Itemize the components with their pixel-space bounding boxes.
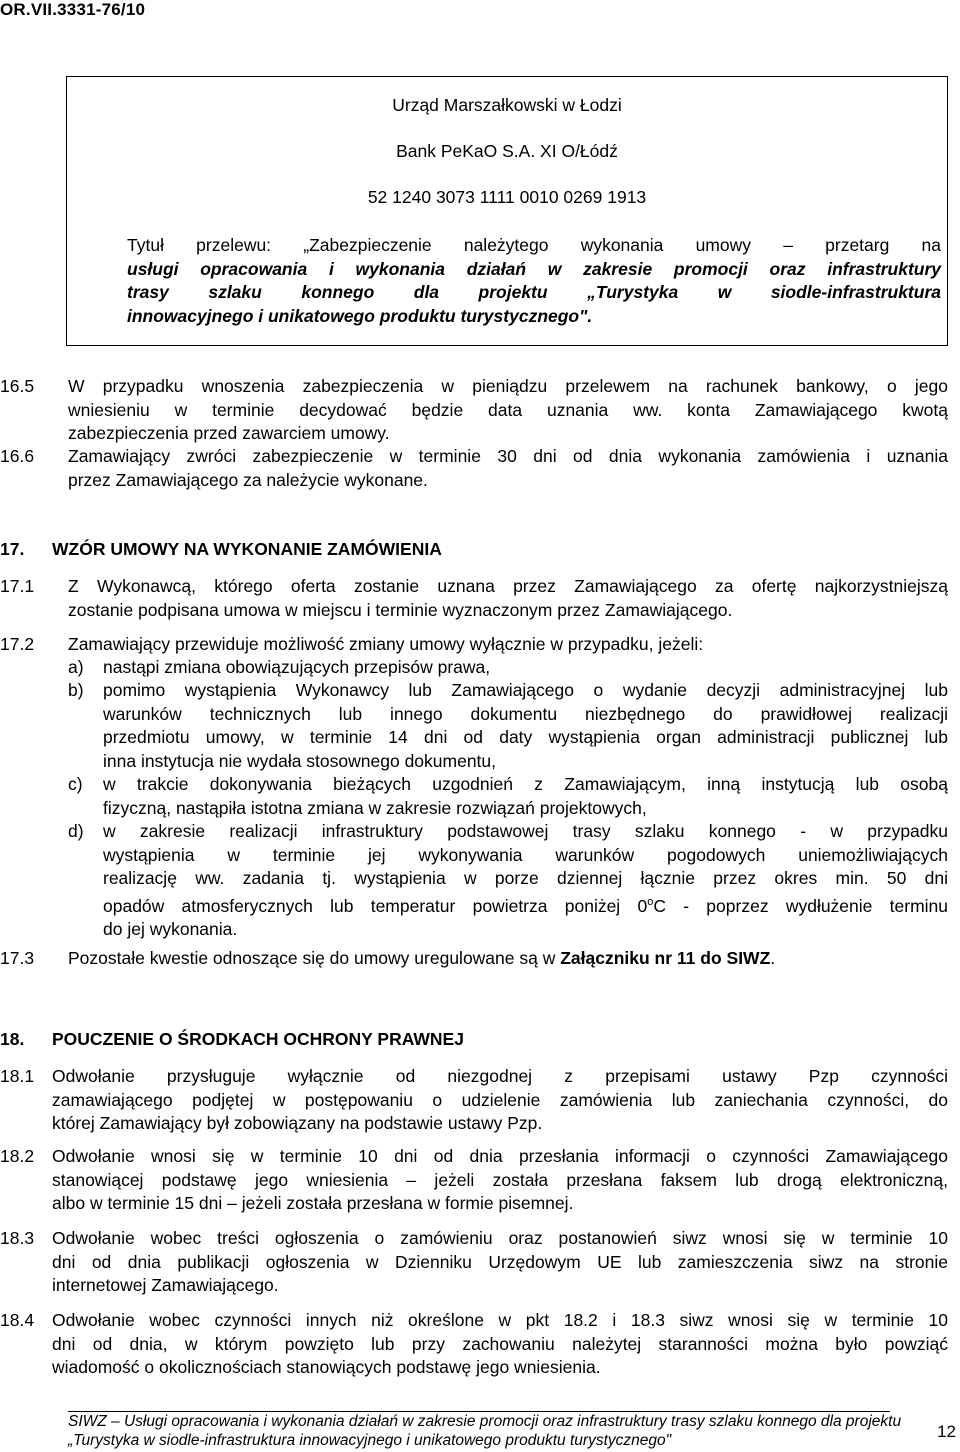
paragraph-line: Z Wykonawcą, którego oferta zostanie uznana przez Zamawiającego za ofertę najkorzystniejszą	[68, 576, 948, 596]
paragraph-line: wniesieniu w terminie decydować będzie data uznania ww. konta Zamawiającego kwotą	[68, 399, 948, 420]
list-line: realizację ww. zadania tj. wystąpienia w porze dziennej łącznie przez okres min. 50 dni	[103, 868, 948, 888]
account-number: 52 1240 3073 1111 0010 0269 1913	[367, 187, 647, 207]
paragraph-number: 17.3	[0, 948, 35, 968]
transfer-title-line: usługi opracowania i wykonania działań w zakresie promocji oraz infrastruktury	[127, 258, 941, 279]
paragraph-number: 17.2	[0, 634, 35, 654]
transfer-title	[127, 234, 941, 328]
bank-transfer-box	[66, 76, 948, 346]
paragraph-number: 18.3	[0, 1228, 35, 1248]
list-line: przedmiotu umowy, w terminie 14 dni od daty wystąpienia organ administracji publicznej lub	[103, 727, 948, 747]
list-line: nastąpi zmiana obowiązujących przepisów prawa,	[103, 657, 491, 677]
paragraph-text: .	[770, 948, 776, 968]
paragraph-line: W przypadku wnoszenia zabezpieczenia w pieniądzu przelewem na rachunek bankowy, o jego	[68, 376, 948, 396]
list-label: a)	[68, 657, 84, 677]
paragraph-line: dni od dnia publikacji ogłoszenia w Dzienniku Urzędowym UE lub zamieszczenia siwz na stronie	[52, 1251, 948, 1272]
attachment-reference: Załączniku nr 11 do SIWZ	[560, 948, 771, 968]
document-code: OR.VII.3331-76/10	[0, 0, 146, 19]
bank-name: Bank PeKaO S.A. XI O/Łódź	[396, 141, 618, 161]
list-line: w zakresie realizacji infrastruktury podstawowej trasy szlaku konnego - w przypadku	[103, 821, 948, 841]
paragraph-line: Zamawiający zwróci zabezpieczenie w terminie 30 dni od dnia wykonania zamówienia i uznania	[68, 446, 948, 466]
paragraph-line: albo w terminie 15 dni – jeżeli została przesłana w formie pisemnej.	[52, 1193, 574, 1213]
list-line-text: C - poprzez wydłużenie terminu	[653, 895, 949, 916]
paragraph-line: zamawiającego podjętej w postępowaniu o udzielenie zamówienia lub zaniechania czynności, do	[52, 1089, 948, 1110]
paragraph-line: Odwołanie wobec treści ogłoszenia o zamówieniu oraz postanowień siwz wnosi się w terminie 10	[52, 1228, 948, 1248]
footer-line-2: „Turystyka w siodle-infrastruktura innowacyjnego i unikatowego produktu turystycznego"	[68, 1432, 672, 1449]
transfer-title-line: trasy szlaku konnego dla projektu „Turystyka w siodle-infrastruktura	[127, 282, 941, 302]
section-title: WZÓR UMOWY NA WYKONANIE ZAMÓWIENIA	[52, 539, 442, 559]
list-line: warunków technicznych lub innego dokumentu niezbędnego do prawidłowej realizacji	[103, 703, 948, 724]
paragraph-line: internetowej Zamawiającego.	[52, 1275, 279, 1295]
paragraph-line: dni od dnia, w którym powzięto lub przy zachowaniu należytej staranności można było powziąć	[52, 1333, 948, 1354]
paragraph-text: Pozostałe kwestie odnoszące się do umowy uregulowane są w	[68, 948, 561, 968]
paragraph-number: 17.1	[0, 576, 35, 596]
list-label: d)	[68, 821, 84, 841]
transfer-title-prefix: Tytuł przelewu: „Zabezpieczenie należytego wykonania umowy – przetarg na	[127, 235, 941, 255]
footer-divider	[68, 1411, 890, 1412]
list-line: do jej wykonania.	[103, 918, 238, 939]
paragraph-line: Odwołanie wobec czynności innych niż określone w pkt 18.2 i 18.3 siwz wnosi się w terminie 10	[52, 1310, 948, 1330]
paragraph-line: której Zamawiający był zobowiązany na podstawie ustawy Pzp.	[52, 1113, 543, 1133]
paragraph-number: 16.6	[0, 446, 35, 466]
paragraph-line: Zamawiający przewiduje możliwość zmiany umowy wyłącznie w przypadku, jeżeli:	[68, 634, 704, 654]
list-line	[103, 891, 948, 918]
paragraph-line: Odwołanie przysługuje wyłącznie od niezgodnej z przepisami ustawy Pzp czynności	[52, 1066, 948, 1086]
list-line-text: opadów atmosferycznych lub temperatur powietrza poniżej 0	[103, 895, 648, 916]
transfer-title-line: innowacyjnego i unikatowego produktu turystycznego".	[127, 305, 593, 326]
paragraph-number: 18.1	[0, 1066, 35, 1086]
paragraph-number: 18.2	[0, 1146, 35, 1166]
degree-superscript: o	[647, 895, 654, 908]
paragraph-line	[68, 947, 948, 971]
paragraph-number: 16.5	[0, 376, 35, 396]
list-label: c)	[68, 774, 83, 794]
page-number: 12	[937, 1422, 956, 1441]
list-label: b)	[68, 680, 84, 700]
footer-line-1: SIWZ – Usługi opracowania i wykonania działań w zakresie promocji oraz infrastruktury trasy szlaku konnego dla projektu	[68, 1413, 902, 1430]
list-line: wystąpienia w terminie jej wykonywania warunków pogodowych uniemożliwiających	[103, 844, 948, 865]
paragraph-line: przez Zamawiającego za należycie wykonane.	[68, 469, 428, 490]
paragraph-line: zostanie podpisana umowa w miejscu i terminie wyznaczonym przez Zamawiającego.	[68, 599, 733, 620]
list-line: w trakcie dokonywania bieżących uzgodnień z Zamawiającym, inną instytucją lub osobą	[103, 774, 948, 794]
paragraph-line: stanowiącej podstawę jego wniesienia – jeżeli została przesłana faksem lub drogą elektroniczną,	[52, 1169, 948, 1190]
paragraph-line: wiadomość o okolicznościach stanowiących podstawę jego wniesienia.	[52, 1357, 601, 1377]
list-line: fizyczną, nastąpiła istotna zmiana w zakresie rozwiązań projektowych,	[103, 797, 647, 818]
paragraph-number: 18.4	[0, 1310, 35, 1330]
list-line: pomimo wystąpienia Wykonawcy lub Zamawiającego o wydanie decyzji administracyjnej lub	[103, 680, 948, 700]
paragraph-line: Odwołanie wnosi się w terminie 10 dni od dnia przesłania informacji o czynności Zamawiającego	[52, 1146, 948, 1166]
recipient-name: Urząd Marszałkowski w Łodzi	[392, 95, 622, 115]
paragraph-line: zabezpieczenia przed zawarciem umowy.	[68, 423, 390, 443]
section-title: POUCZENIE O ŚRODKACH OCHRONY PRAWNEJ	[52, 1029, 464, 1049]
section-number: 18.	[0, 1029, 25, 1049]
list-line: inna instytucja nie wydała stosownego dokumentu,	[103, 750, 497, 771]
section-number: 17.	[0, 539, 25, 559]
